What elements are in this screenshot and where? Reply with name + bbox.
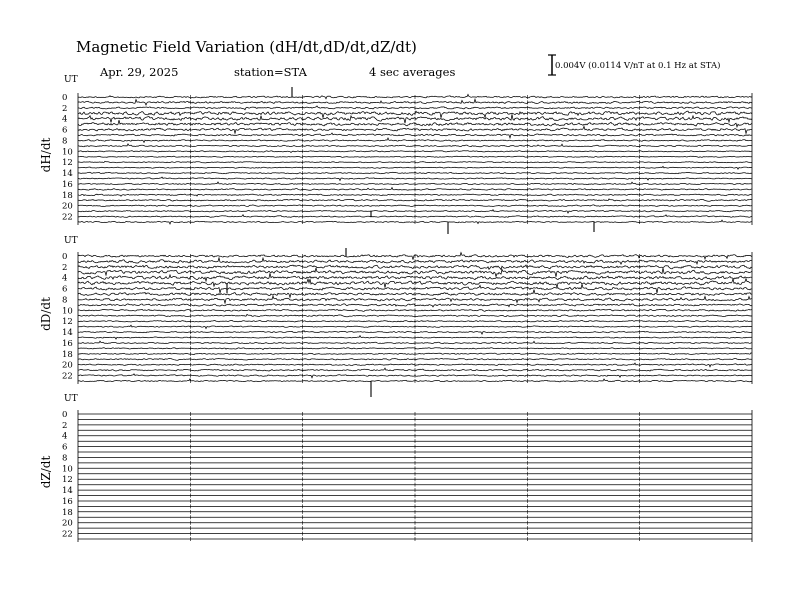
row-label: 14 [62, 169, 73, 180]
row-label: 18 [62, 190, 73, 201]
row-label: 0 [62, 93, 68, 103]
row-label: 8 [62, 453, 68, 464]
row-label: 6 [62, 442, 68, 453]
row-label: 22 [62, 371, 73, 382]
panel-dz-dt [39, 394, 752, 542]
panel-ylabel: dD/dt [39, 297, 53, 331]
ut-axis-label: UT [64, 236, 78, 246]
panels [39, 75, 752, 542]
row-label: 12 [62, 475, 73, 486]
row-label: 12 [62, 317, 73, 328]
panel-ylabel: dZ/dt [39, 455, 53, 489]
row-label: 12 [62, 158, 73, 169]
row-label: 10 [62, 147, 73, 158]
ut-axis-label: UT [64, 75, 78, 85]
row-label: 14 [62, 328, 73, 339]
row-label: 14 [62, 486, 73, 497]
row-label: 20 [62, 201, 73, 212]
row-label: 2 [62, 262, 68, 273]
row-label: 6 [62, 284, 68, 295]
row-label: 22 [62, 529, 73, 540]
row-label: 6 [62, 125, 68, 136]
panel-dh-dt [39, 75, 752, 234]
averaging-label: 4 sec averages [369, 65, 456, 79]
panel-ylabel: dH/dt [39, 137, 53, 173]
scale-bar-label: 0.004V (0.0114 V/nT at 0.1 Hz at STA) [555, 61, 721, 71]
ut-axis-label: UT [64, 394, 78, 404]
row-label: 20 [62, 360, 73, 371]
scale-bar [548, 55, 556, 75]
row-label: 22 [62, 212, 73, 223]
row-label: 0 [62, 252, 68, 262]
row-label: 4 [62, 273, 68, 284]
row-label: 2 [62, 420, 68, 431]
row-label: 16 [62, 338, 73, 349]
row-label: 18 [62, 507, 73, 518]
row-label: 0 [62, 410, 68, 420]
row-label: 16 [62, 496, 73, 507]
row-label: 4 [62, 114, 68, 125]
row-label: 16 [62, 179, 73, 190]
panel-dd-dt [39, 236, 752, 397]
row-label: 10 [62, 306, 73, 317]
row-label: 8 [62, 136, 68, 147]
row-label: 2 [62, 103, 68, 114]
row-label: 4 [62, 431, 68, 442]
date-label: Apr. 29, 2025 [100, 65, 179, 79]
row-label: 20 [62, 518, 73, 529]
row-label: 10 [62, 464, 73, 475]
row-label: 8 [62, 295, 68, 306]
chart-title: Magnetic Field Variation (dH/dt,dD/dt,dZ/dt) [76, 38, 417, 56]
row-label: 18 [62, 349, 73, 360]
station-label: station=STA [234, 65, 307, 79]
